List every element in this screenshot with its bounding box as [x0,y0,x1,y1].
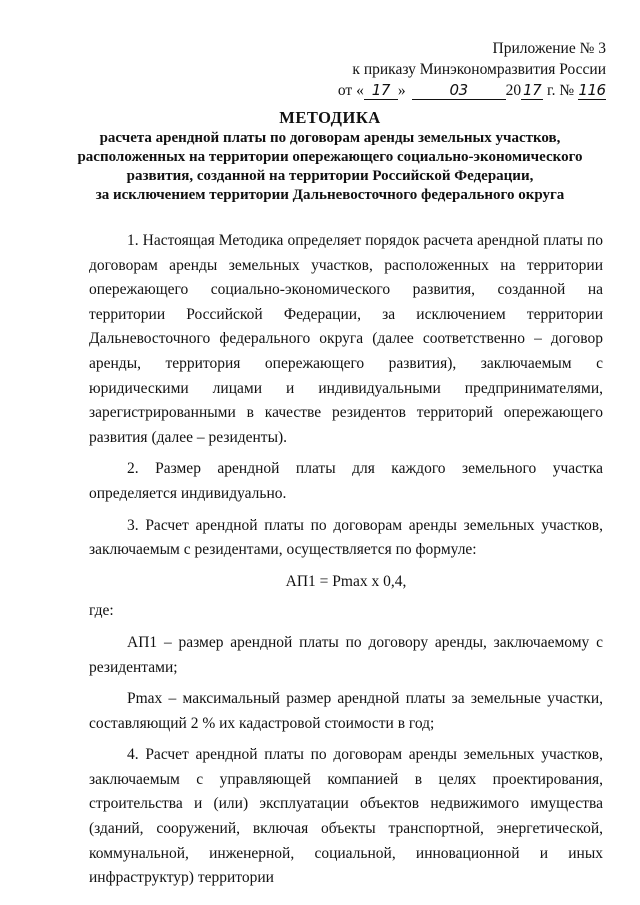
title-line: развития, созданной на территории Российской Федерации, [126,168,534,184]
paragraph-1: 1. Настоящая Методика определяет порядок расчета арендной платы по договорам аренды земельных участков, расположенных на территории опережающего социально-экономического развития, созданной на территории Российской Федерации, за исключением территории Дальневосточного федерального округа (далее соответственно – договор аренды, территория опережающего развития), заключаемым с юридическими лицами и индивидуальными предпринимателями, зарегистрированными в качестве резидентов территорий опережающего развития (далее – резиденты). [89,232,603,446]
title-heading: МЕТОДИКА [279,108,381,127]
document-body [89,229,603,898]
attachment-header [336,38,606,101]
title-line: за исключением территории Дальневосточного федерального округа [95,187,565,203]
paragraph-2: 2. Размер арендной платы для каждого земельного участка определяется индивидуально. [89,460,603,502]
date-quote-close: » [397,82,406,99]
paragraph-4: 4. Расчет арендной платы по договорам аренды земельных участков, заключаемым с управляющей компанией в целях проектирования, строительства и (или) эксплуатации объектов недвижимого имущества (зданий, сооружений, включая объекты транспортной, энергетической, коммунальной, инженерной, социальной, инновационной и иных инфраструктур) территории [89,746,603,887]
title-line: расчета арендной платы по договорам аренды земельных участков, [99,130,561,146]
definition-pmax: Pmax – максимальный размер арендной платы за земельные участки, составляющий 2 % их кадастровой стоимости в год; [89,690,603,732]
date-prefix: от « [337,82,364,99]
handwritten-month: 03 [449,81,468,99]
attachment-number: Приложение № 3 [492,40,606,57]
order-reference: к приказу Минэкономразвития России [352,61,606,78]
order-date-line [336,80,606,101]
handwritten-day: 17 [371,81,390,99]
handwritten-order-number: 116 [578,81,606,99]
where-label: где: [89,602,114,620]
formula: АП1 = Pmax x 0,4, [285,572,407,590]
year-tail: г. № [543,82,578,99]
handwritten-year: 17 [523,81,542,99]
document-title [70,107,590,205]
title-line: расположенных на территории опережающего социально-экономического [77,149,583,165]
definition-ap1: АП1 – размер арендной платы по договору аренды, заключаемому с резидентами; [89,633,603,676]
year-prefix: 20 [505,82,522,99]
paragraph-3: 3. Расчет арендной платы по договорам аренды земельных участков, заключаемым с резидентами, осуществляется по формуле: [89,516,603,559]
